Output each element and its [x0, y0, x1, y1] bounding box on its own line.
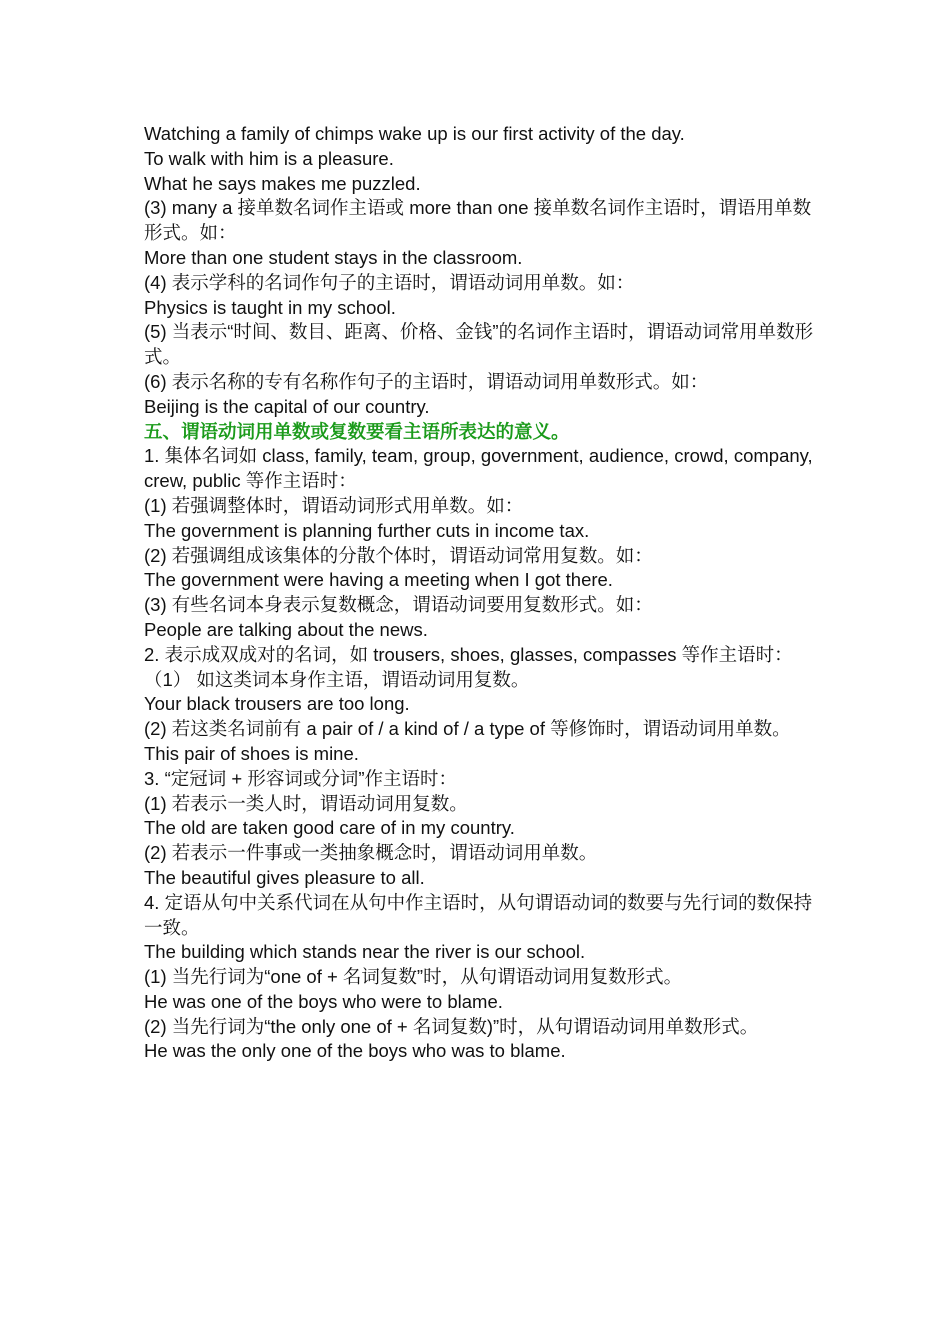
rule-text: (5) 当表示“时间、数目、距离、价格、金钱”的名词作主语时，谓语动词常用单数形式。	[144, 321, 814, 368]
rule-text: (3) 有些名词本身表示复数概念，谓语动词要用复数形式。如：	[144, 594, 653, 616]
example-sentence: What he says makes me puzzled.	[144, 172, 421, 194]
example-sentence: Beijing is the capital of our country.	[144, 395, 430, 417]
section-heading: 五、谓语动词用单数或复数要看主语所表达的意义。	[144, 420, 570, 442]
example-sentence: The government were having a meeting when I got there.	[144, 569, 613, 591]
example-sentence: To walk with him is a pleasure.	[144, 147, 394, 169]
example-sentence: The beautiful gives pleasure to all.	[144, 866, 425, 888]
rule-text: 4. 定语从句中关系代词在从句中作主语时，从句谓语动词的数要与先行词的数保持一致。	[144, 891, 813, 938]
rule-text: 2. 表示成双成对的名词，如 trousers, shoes, glasses, compasses 等作主语时：	[144, 643, 793, 665]
example-sentence: Your black trousers are too long.	[144, 693, 410, 715]
rule-text: (3) many a 接单数名词作主语或 more than one 接单数名词作主语时，谓语用单数形式。如：	[144, 197, 812, 244]
rule-text: (2) 若强调组成该集体的分散个体时，谓语动词常用复数。如：	[144, 544, 653, 566]
example-sentence: He was the only one of the boys who was to blame.	[144, 1040, 566, 1062]
document-body	[144, 122, 814, 1064]
rule-text: (6) 表示名称的专有名称作句子的主语时，谓语动词用单数形式。如：	[144, 370, 709, 392]
example-sentence: More than one student stays in the classroom.	[144, 246, 523, 268]
rule-text: （1） 如这类词本身作主语，谓语动词用复数。	[144, 668, 530, 690]
example-sentence: He was one of the boys who were to blame.	[144, 990, 503, 1012]
example-sentence: The building which stands near the river is our school.	[144, 941, 586, 963]
example-sentence: Watching a family of chimps wake up is our first activity of the day.	[144, 123, 685, 144]
example-sentence: This pair of shoes is mine.	[144, 742, 359, 764]
rule-text: (2) 若表示一件事或一类抽象概念时，谓语动词用单数。	[144, 842, 598, 864]
rule-text: (2) 若这类名词前有 a pair of / a kind of / a type of 等修饰时，谓语动词用单数。	[144, 718, 791, 740]
example-sentence: Physics is taught in my school.	[144, 296, 396, 318]
example-sentence: The old are taken good care of in my country.	[144, 817, 515, 839]
rule-text: (1) 当先行词为“one of + 名词复数”时，从句谓语动词用复数形式。	[144, 966, 683, 988]
rule-text: 1. 集体名词如 class, family, team, group, government, audience, crowd, company, crew, public 等作主语时：	[144, 445, 813, 492]
example-sentence: People are talking about the news.	[144, 618, 428, 640]
rule-text: (2) 当先行词为“the only one of + 名词复数)”时，从句谓语动词用单数形式。	[144, 1015, 759, 1037]
rule-text: (4) 表示学科的名词作句子的主语时，谓语动词用单数。如：	[144, 271, 635, 293]
rule-text: 3. “定冠词 + 形容词或分词”作主语时：	[144, 767, 457, 789]
example-sentence: The government is planning further cuts in income tax.	[144, 519, 590, 541]
rule-text: (1) 若表示一类人时，谓语动词用复数。	[144, 792, 468, 814]
rule-text: (1) 若强调整体时，谓语动词形式用单数。如：	[144, 494, 524, 516]
